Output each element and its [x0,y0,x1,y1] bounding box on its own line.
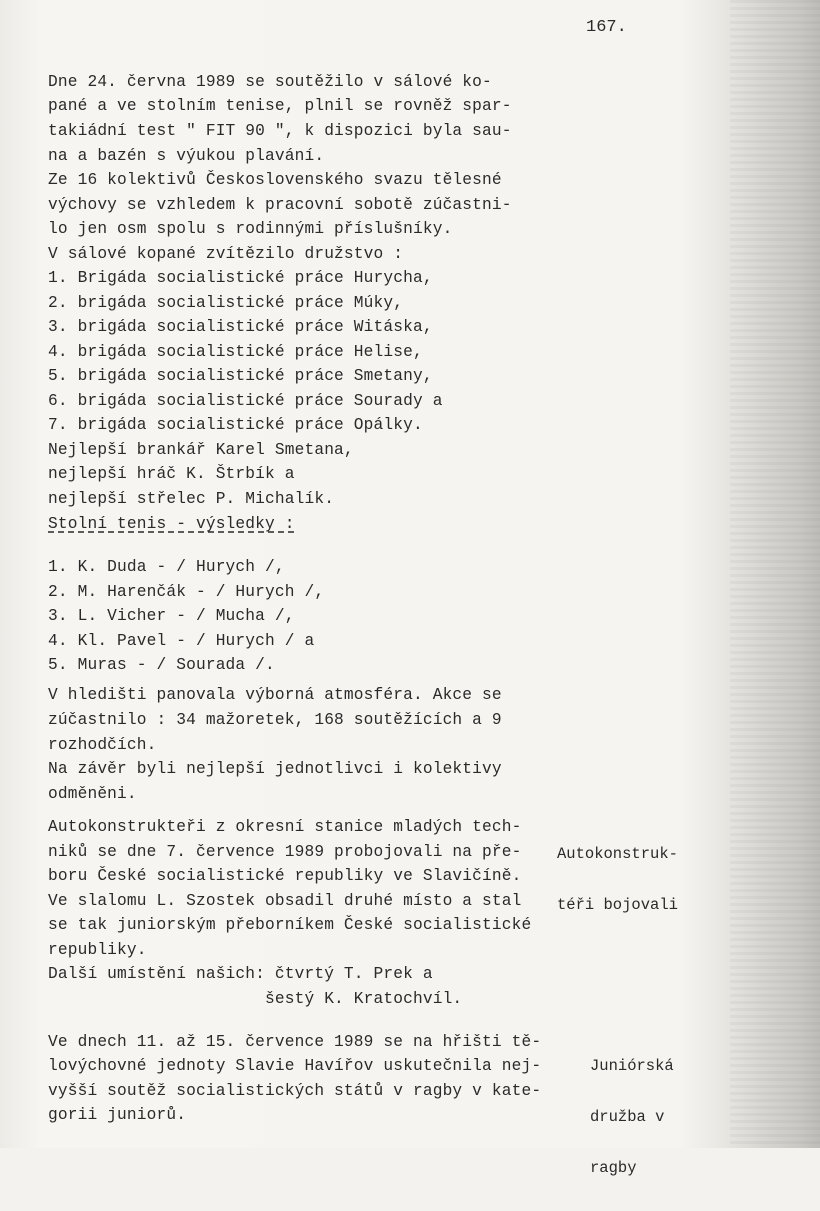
text-line: lovýchovné jednoty Slavie Havířov uskutečnila nej- [48,1057,542,1075]
margin-note-line: ragby [590,1159,637,1177]
text-line: Ve slalomu L. Szostek obsadil druhé místo a stal [48,892,522,910]
text-line: Ze 16 kolektivů Československého svazu tělesné [48,171,502,189]
margin-note-juniorska [590,1024,674,1211]
section-heading-table-tennis: Stolní tenis - výsledky : [48,515,295,533]
margin-note-line: téři bojovali [557,896,678,914]
list-item: 2. brigáda socialistické práce Múky, [48,294,404,312]
result-item: 5. Muras - / Sourada /. [48,656,275,674]
text-line: se tak juniorským přeborníkem České socialistické [48,916,532,934]
list-item: 6. brigáda socialistické práce Sourady a [48,392,443,410]
text-line: Nejlepší brankář Karel Smetana, [48,441,354,459]
list-item: 3. brigáda socialistické práce Witáska, [48,318,433,336]
text-line: šestý K. Kratochvíl. [48,990,463,1008]
result-item: 3. L. Vicher - / Mucha /, [48,607,295,625]
text-line: výchovy se vzhledem k pracovní sobotě zúčastni- [48,196,512,214]
margin-note-line: Juniórská [590,1057,674,1075]
list-item: 4. brigáda socialistické práce Helise, [48,343,423,361]
text-line: V sálové kopané zvítězilo družstvo : [48,245,404,263]
text-line: V hledišti panovala výborná atmosféra. Akce se [48,686,502,704]
text-line: Další umístění našich: čtvrtý T. Prek a [48,965,433,983]
text-line: nejlepší střelec P. Michalík. [48,490,335,508]
list-item: 1. Brigáda socialistické práce Hurycha, [48,269,433,287]
margin-note-autokonstrukteri [557,812,678,948]
text-line: zúčastnilo : 34 mažoretek, 168 soutěžících a 9 [48,711,502,729]
margin-note-line: družba v [590,1108,665,1126]
margin-note-line: Autokonstruk- [557,845,678,863]
text-line: lo jen osm spolu s rodinnými příslušníky. [48,220,453,238]
text-line: odměněni. [48,785,137,803]
page-number: 167. [586,18,627,37]
text-line: takiádní test " FIT 90 ", k dispozici byla sau- [48,122,512,140]
text-line: rozhodčích. [48,736,157,754]
result-item: 2. M. Harenčák - / Hurych /, [48,583,325,601]
text-line: republiky. [48,941,147,959]
text-line: na a bazén s výukou plavání. [48,147,325,165]
text-line: Ve dnech 11. až 15. července 1989 se na hřišti tě- [48,1033,542,1051]
result-item: 4. Kl. Pavel - / Hurych / a [48,632,315,650]
text-line: Na závěr byli nejlepší jednotlivci i kolektivy [48,760,502,778]
text-line: gorii juniorů. [48,1106,187,1124]
list-item: 7. brigáda socialistické práce Opálky. [48,416,423,434]
text-line: nejlepší hráč K. Štrbík a [48,465,295,483]
text-line: niků se dne 7. července 1989 probojovali na pře- [48,843,522,861]
page-binding-edge [730,0,820,1148]
text-line: vyšší soutěž socialistických států v ragby v kate- [48,1082,542,1100]
list-item: 5. brigáda socialistické práce Smetany, [48,367,433,385]
text-line: pané a ve stolním tenise, plnil se rovněž spar- [48,97,512,115]
text-line: Dne 24. června 1989 se soutěžilo v sálové ko- [48,73,492,91]
text-line: Autokonstrukteři z okresní stanice mladých tech- [48,818,522,836]
result-item: 1. K. Duda - / Hurych /, [48,558,285,576]
text-line: boru České socialistické republiky ve Slavičíně. [48,867,522,885]
